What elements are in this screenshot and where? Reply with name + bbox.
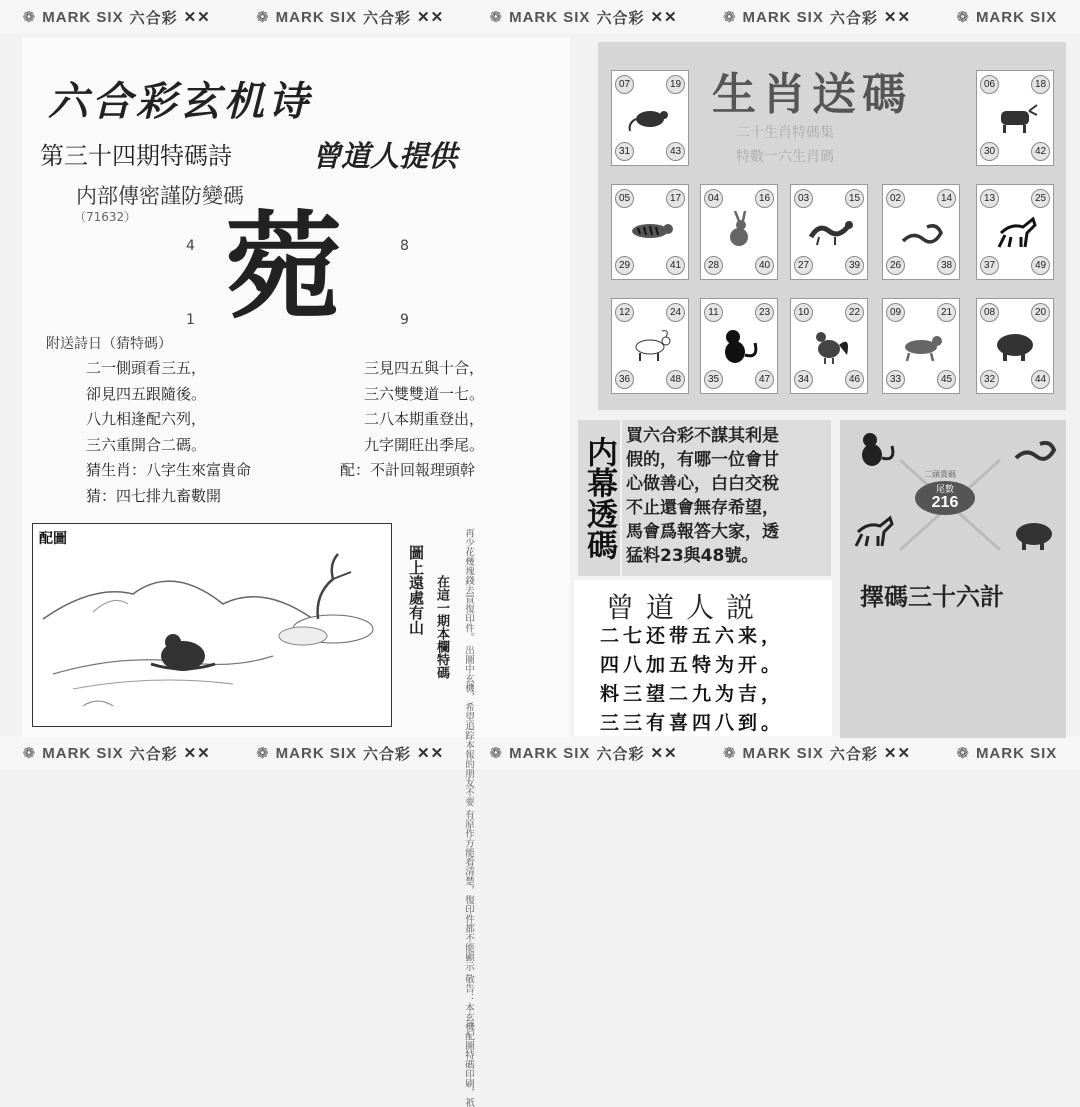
author-label: 曾道人提供 — [312, 139, 458, 173]
attached-poem-label: 附送詩日（猜特碼） — [46, 336, 172, 352]
notice-line: 敬告：本玄機配圖特碼印刷，祇 — [463, 974, 474, 1107]
zodiac-number: 12 — [615, 303, 634, 322]
zodiac-number: 41 — [666, 256, 685, 275]
zodiac-number: 34 — [794, 370, 813, 389]
zodiac-number: 25 — [1031, 189, 1050, 208]
insider-line: 猛料23與48號。 — [626, 546, 759, 566]
zodiac-number: 44 — [1031, 370, 1050, 389]
poem-title: 六合彩玄机诗 — [48, 79, 312, 125]
zodiac-card — [790, 298, 868, 394]
zodiac-number: 14 — [937, 189, 956, 208]
insider-line: 馬會爲報答大家，透 — [626, 522, 779, 542]
zodiac-number: 36 — [615, 370, 634, 389]
zodiac-number: 28 — [704, 256, 723, 275]
rooster-icon — [805, 325, 855, 365]
zodiac-number: 47 — [755, 370, 774, 389]
insider-title: 内幕透碼 — [578, 420, 620, 576]
sayings-line: 料三望二九为吉， — [600, 683, 785, 705]
insider-line: 買六合彩不謀其利是 — [626, 426, 779, 446]
zodiac-card — [882, 298, 960, 394]
zodiac-number: 42 — [1031, 142, 1050, 161]
watermark-strip-top: ❁ MARK SIX 六合彩 ✕✕ ❁ MARK SIX 六合彩 ✕✕ ❁ MARK SIX 六合彩 ✕✕ ❁ MARK SIX 六合彩 ✕✕ ❁ MARK SIX — [0, 0, 1080, 34]
zodiac-number: 11 — [704, 303, 723, 322]
zodiac-number: 15 — [845, 189, 864, 208]
zodiac-card — [700, 298, 778, 394]
zodiac-subtitle: 特數一六生肖碼 — [736, 149, 834, 165]
zodiac-number: 45 — [937, 370, 956, 389]
zodiac-number: 22 — [845, 303, 864, 322]
monkey-icon — [852, 428, 902, 468]
tail-label: 尾數 — [935, 484, 954, 494]
zodiac-number: 09 — [886, 303, 905, 322]
zodiac-number: 27 — [794, 256, 813, 275]
zodiac-number: 24 — [666, 303, 685, 322]
zodiac-card — [611, 70, 689, 166]
zodiac-number: 43 — [666, 142, 685, 161]
zodiac-number: 37 — [980, 256, 999, 275]
zodiac-number: 13 — [980, 189, 999, 208]
notice-text — [462, 528, 475, 1107]
notice-line: 再少花幾塊錢去買復印件。 — [463, 528, 474, 642]
zodiac-number: 10 — [794, 303, 813, 322]
zodiac-number: 33 — [886, 370, 905, 389]
zodiac-card — [790, 184, 868, 280]
verse-line: 卻見四五跟隨後。 — [86, 384, 207, 403]
strategy-title: 擇碼三十六計 — [860, 583, 1004, 611]
insider-text — [626, 424, 826, 568]
zodiac-card — [976, 70, 1054, 166]
picture-label: 配圖 — [39, 531, 67, 547]
zodiac-card — [700, 184, 778, 280]
zodiac-number: 39 — [845, 256, 864, 275]
zodiac-title: 生肖送碼 — [712, 69, 912, 120]
pig-icon — [991, 325, 1041, 365]
sayings-title: 曾道人説 — [606, 591, 767, 624]
verse-line: 三六重開合二碼。 — [86, 435, 207, 454]
zodiac-number: 29 — [615, 256, 634, 275]
insider-line: 不止還會無存希望， — [626, 498, 779, 518]
zodiac-card — [976, 298, 1054, 394]
zodiac-number: 02 — [886, 189, 905, 208]
poem-code: （71632） — [74, 210, 137, 224]
snake-icon — [897, 211, 947, 251]
zodiac-number: 06 — [980, 75, 999, 94]
rat-icon — [626, 97, 676, 137]
zodiac-number: 03 — [794, 189, 813, 208]
zodiac-card — [882, 184, 960, 280]
dragon-icon — [805, 211, 855, 251]
mark-six-logo-icon: ❁ — [22, 9, 37, 26]
rabbit-icon — [715, 211, 765, 251]
notice-line: 出圖中玄機，希望追踪本報的朋友不要 — [463, 645, 474, 807]
sayings-line: 三三有喜四八到。 — [600, 712, 785, 734]
zodiac-card — [611, 184, 689, 280]
tail-number-badge — [915, 481, 975, 515]
tail-value: 216 — [931, 494, 959, 511]
monkey-icon — [715, 325, 765, 365]
zodiac-number: 40 — [755, 256, 774, 275]
corner-number: 8 — [400, 238, 409, 254]
poem-subhead: 内部傳密謹防變碼 — [76, 184, 244, 208]
zodiac-number: 07 — [615, 75, 634, 94]
verse-line: 二一側頭看三五， — [86, 359, 207, 377]
verse-line: 配：不計回報理頭幹 — [340, 461, 476, 479]
goat-icon — [626, 325, 676, 365]
zodiac-subtitle: 二十生肖特碼集 — [736, 125, 834, 141]
horse-icon — [848, 510, 898, 550]
verse-line: 三見四五與十合， — [364, 359, 485, 377]
zodiac-number: 21 — [937, 303, 956, 322]
zodiac-number: 17 — [666, 189, 685, 208]
verse-column-right — [340, 356, 485, 484]
zodiac-number: 04 — [704, 189, 723, 208]
sayings-line: 二七还带五六来， — [600, 625, 785, 647]
zodiac-number: 19 — [666, 75, 685, 94]
tiger-icon — [626, 211, 676, 251]
snake-icon — [1010, 428, 1060, 468]
verse-line: 九字開旺出季尾。 — [364, 435, 485, 454]
tail-ring-label: 二頭貴碼 — [924, 470, 956, 479]
corner-number: 4 — [186, 238, 195, 254]
horse-icon — [991, 211, 1041, 251]
zodiac-number: 32 — [980, 370, 999, 389]
zodiac-number: 16 — [755, 189, 774, 208]
zodiac-number: 35 — [704, 370, 723, 389]
zodiac-number: 48 — [666, 370, 685, 389]
zodiac-number: 46 — [845, 370, 864, 389]
riddle-picture — [32, 523, 392, 727]
ox-icon — [991, 97, 1041, 137]
corner-number: 1 — [186, 312, 195, 328]
zodiac-number: 08 — [980, 303, 999, 322]
zodiac-number: 30 — [980, 142, 999, 161]
zodiac-card — [611, 298, 689, 394]
pig-icon — [1010, 514, 1060, 554]
verse-line: 三六雙雙道一七。 — [364, 384, 485, 403]
verse-line: 二八本期重登出， — [364, 410, 485, 428]
zodiac-number: 18 — [1031, 75, 1050, 94]
corner-number: 9 — [400, 312, 409, 328]
zodiac-number: 23 — [755, 303, 774, 322]
zodiac-number: 05 — [615, 189, 634, 208]
picture-caption-2: 在這一期本欄特碼 — [434, 575, 449, 679]
verse-column-left — [86, 356, 251, 509]
zodiac-number: 20 — [1031, 303, 1050, 322]
notice-line: 有原作方能看清楚，復印件都不能顯示 — [463, 809, 474, 972]
featured-character: 菀 — [226, 200, 342, 335]
dog-icon — [897, 325, 947, 365]
insider-line: 心做善心，白白交稅 — [626, 474, 779, 494]
zodiac-number: 26 — [886, 256, 905, 275]
picture-caption-1: 圖上遠處有山 — [407, 545, 425, 635]
landscape-drawing — [33, 524, 391, 726]
zodiac-number: 38 — [937, 256, 956, 275]
sayings-lines — [600, 622, 784, 738]
insider-line: 假的，有哪一位會甘 — [626, 450, 779, 470]
sayings-line: 四八加五特为开。 — [600, 654, 785, 676]
verse-line: 猜生肖：八字生來富貴命 — [86, 461, 252, 479]
zodiac-number: 31 — [615, 142, 634, 161]
watermark-strip-bottom: ❁ MARK SIX 六合彩 ✕✕ ❁ MARK SIX 六合彩 ✕✕ ❁ MARK SIX 六合彩 ✕✕ ❁ MARK SIX 六合彩 ✕✕ ❁ MARK SIX — [0, 736, 1080, 770]
verse-line: 猜：四七排九畜數開 — [86, 486, 222, 505]
zodiac-number: 49 — [1031, 256, 1050, 275]
zodiac-card — [976, 184, 1054, 280]
issue-label: 第三十四期特碼詩 — [40, 142, 232, 170]
verse-line: 八九相逢配六列， — [86, 410, 207, 428]
